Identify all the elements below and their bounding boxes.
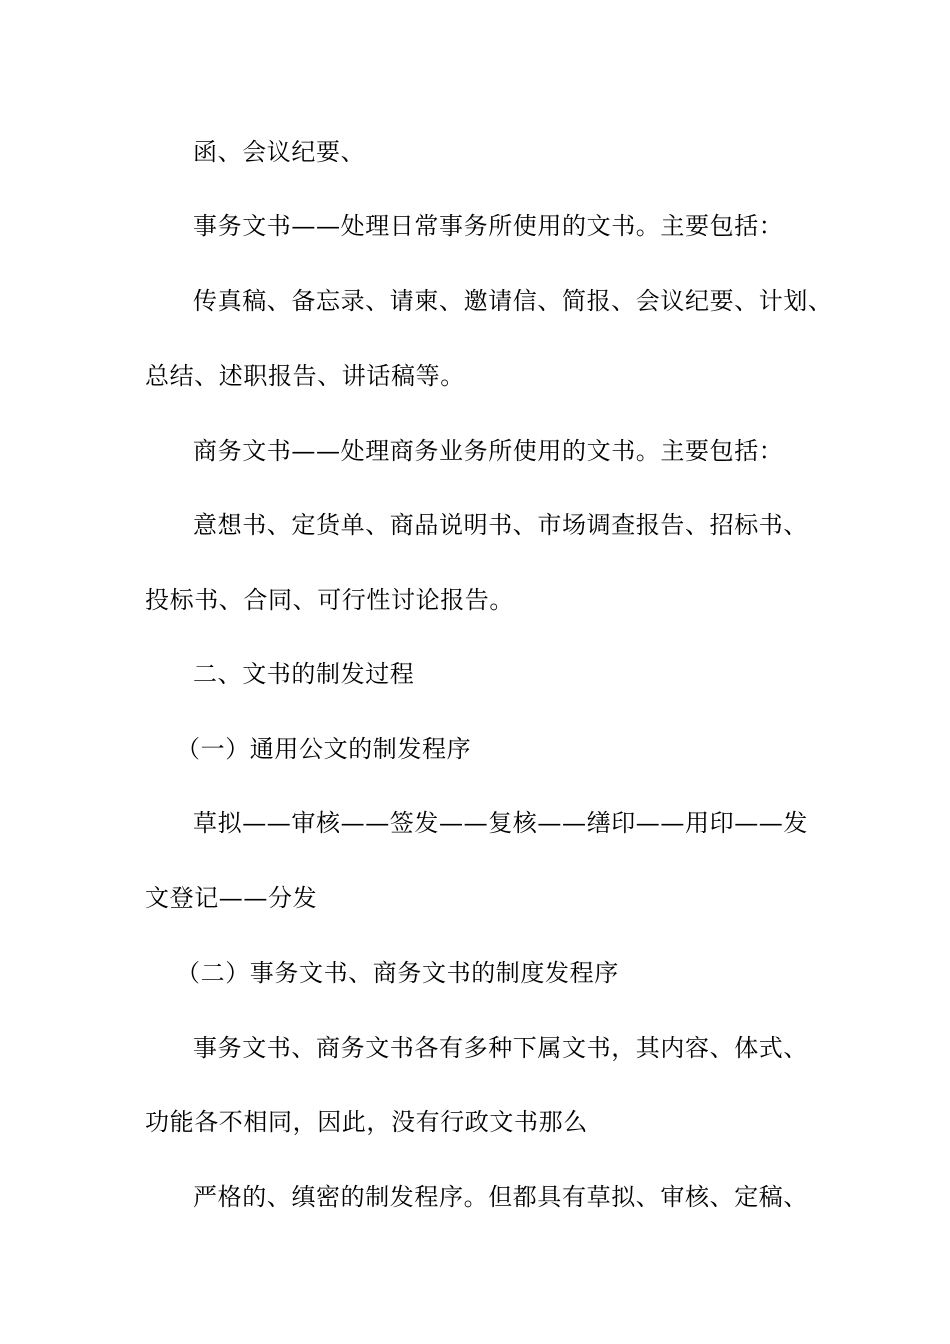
text-line: 严格的、缜密的制发程序。但都具有草拟、审核、定稿、 <box>193 1183 808 1211</box>
text-line: 草拟——审核——签发——复核——缮印——用印——发 <box>193 809 808 837</box>
text-line: 投标书、合同、可行性讨论报告。 <box>145 586 514 614</box>
text-line: 功能各不相同，因此，没有行政文书那么 <box>145 1108 588 1136</box>
text-line: 事务文书、商务文书各有多种下属文书，其内容、体式、 <box>193 1034 808 1062</box>
text-line: 传真稿、备忘录、请柬、邀请信、简报、会议纪要、计划、 <box>193 287 833 315</box>
section-heading: 二、文书的制发过程 <box>193 660 415 688</box>
text-line: 事务文书——处理日常事务所使用的文书。主要包括： <box>193 212 784 240</box>
subsection-heading: （二）事务文书、商务文书的制度发程序 <box>176 959 619 987</box>
text-line: 总结、述职报告、讲话稿等。 <box>145 362 465 390</box>
subsection-heading: （一）通用公文的制发程序 <box>176 735 472 763</box>
text-line: 意想书、定货单、商品说明书、市场调查报告、招标书、 <box>193 511 808 539</box>
text-line: 商务文书——处理商务业务所使用的文书。主要包括： <box>193 437 784 465</box>
text-line: 文登记——分发 <box>145 884 318 912</box>
text-line: 函、会议纪要、 <box>193 138 366 166</box>
